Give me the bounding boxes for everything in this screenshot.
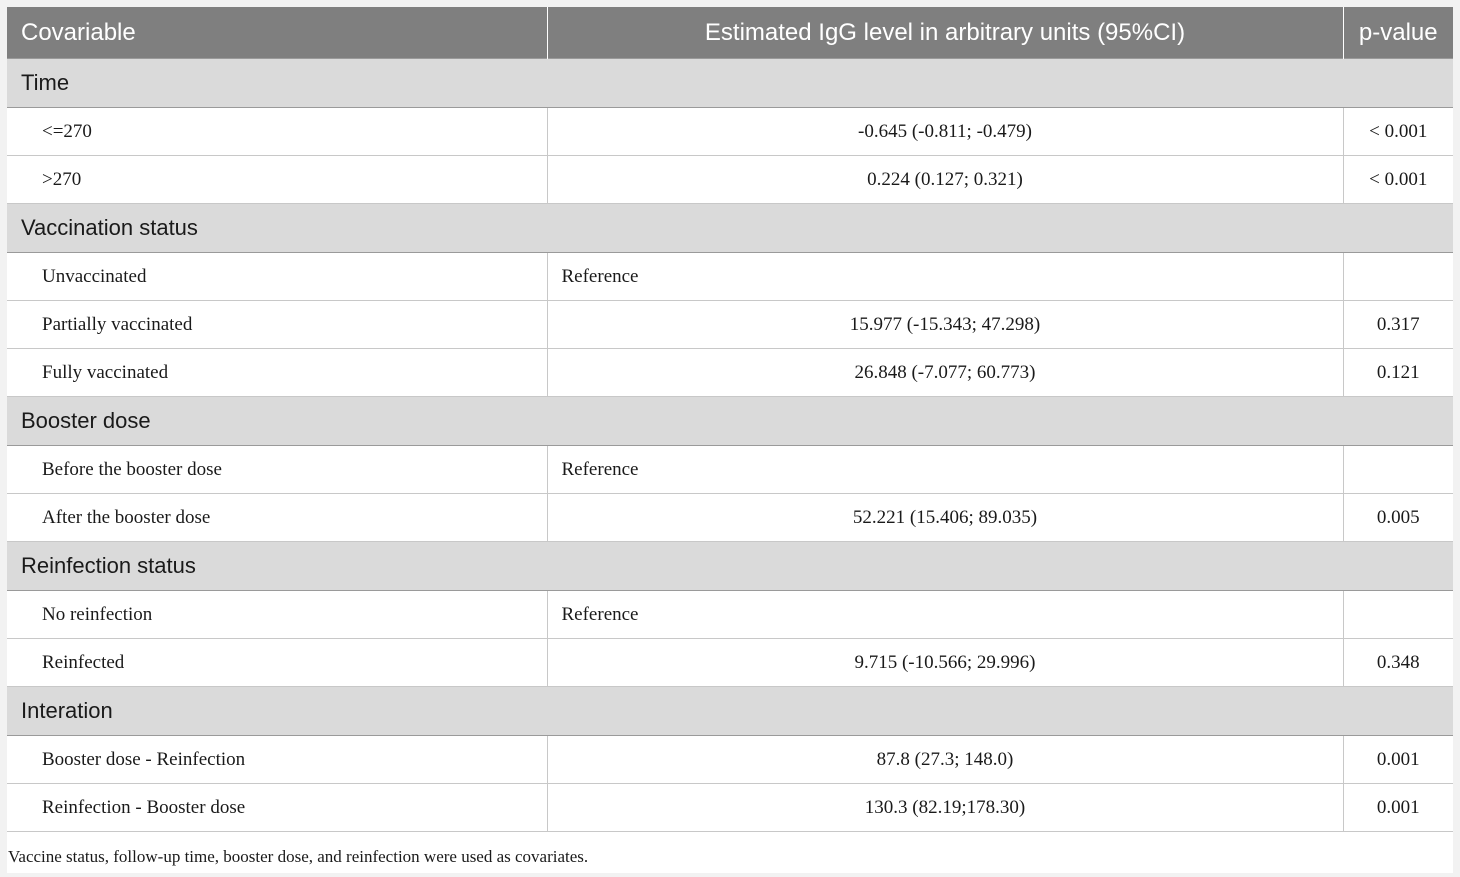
section-title: Booster dose (7, 397, 1453, 446)
table-row (7, 494, 1453, 542)
section-row (7, 542, 1453, 591)
estimate-cell: Reference (547, 591, 1343, 639)
table-body (7, 59, 1453, 832)
estimate-cell: Reference (547, 446, 1343, 494)
covariable-cell: Unvaccinated (7, 253, 547, 301)
p-value-cell: 0.121 (1343, 349, 1453, 397)
estimate-cell: 26.848 (-7.077; 60.773) (547, 349, 1343, 397)
estimate-cell: 52.221 (15.406; 89.035) (547, 494, 1343, 542)
table-row (7, 349, 1453, 397)
p-value-cell: 0.005 (1343, 494, 1453, 542)
table-row (7, 108, 1453, 156)
section-title: Vaccination status (7, 204, 1453, 253)
p-value-cell: < 0.001 (1343, 108, 1453, 156)
p-value-cell: 0.317 (1343, 301, 1453, 349)
estimate-cell: 130.3 (82.19;178.30) (547, 784, 1343, 832)
table-row (7, 446, 1453, 494)
p-value-cell: < 0.001 (1343, 156, 1453, 204)
header-row (7, 7, 1453, 59)
header-covariable: Covariable (7, 7, 547, 59)
covariable-cell: Fully vaccinated (7, 349, 547, 397)
estimate-cell: -0.645 (-0.811; -0.479) (547, 108, 1343, 156)
header-p-value: p-value (1343, 7, 1453, 59)
covariable-cell: >270 (7, 156, 547, 204)
table-row (7, 253, 1453, 301)
table-frame (7, 7, 1453, 873)
estimate-cell: 9.715 (-10.566; 29.996) (547, 639, 1343, 687)
section-row (7, 59, 1453, 108)
p-value-cell: 0.001 (1343, 784, 1453, 832)
section-row (7, 687, 1453, 736)
table-row (7, 591, 1453, 639)
estimate-cell: Reference (547, 253, 1343, 301)
covariable-cell: <=270 (7, 108, 547, 156)
covariable-cell: After the booster dose (7, 494, 547, 542)
estimate-cell: 87.8 (27.3; 148.0) (547, 736, 1343, 784)
section-title: Reinfection status (7, 542, 1453, 591)
table-row (7, 301, 1453, 349)
estimate-cell: 15.977 (-15.343; 47.298) (547, 301, 1343, 349)
table-row (7, 156, 1453, 204)
estimate-cell: 0.224 (0.127; 0.321) (547, 156, 1343, 204)
covariable-cell: Reinfected (7, 639, 547, 687)
p-value-cell (1343, 253, 1453, 301)
p-value-cell (1343, 446, 1453, 494)
section-title: Interation (7, 687, 1453, 736)
p-value-cell (1343, 591, 1453, 639)
header-estimate: Estimated IgG level in arbitrary units (95%CI) (547, 7, 1343, 59)
section-title: Time (7, 59, 1453, 108)
table-row (7, 736, 1453, 784)
table-row (7, 784, 1453, 832)
covariable-cell: Before the booster dose (7, 446, 547, 494)
table-footnote: Vaccine status, follow-up time, booster dose, and reinfection were used as covariates. (8, 847, 589, 866)
p-value-cell: 0.348 (1343, 639, 1453, 687)
section-row (7, 204, 1453, 253)
covariable-cell: Booster dose - Reinfection (7, 736, 547, 784)
results-table (7, 7, 1453, 832)
p-value-cell: 0.001 (1343, 736, 1453, 784)
table-row (7, 639, 1453, 687)
section-row (7, 397, 1453, 446)
covariable-cell: Partially vaccinated (7, 301, 547, 349)
covariable-cell: Reinfection - Booster dose (7, 784, 547, 832)
covariable-cell: No reinfection (7, 591, 547, 639)
